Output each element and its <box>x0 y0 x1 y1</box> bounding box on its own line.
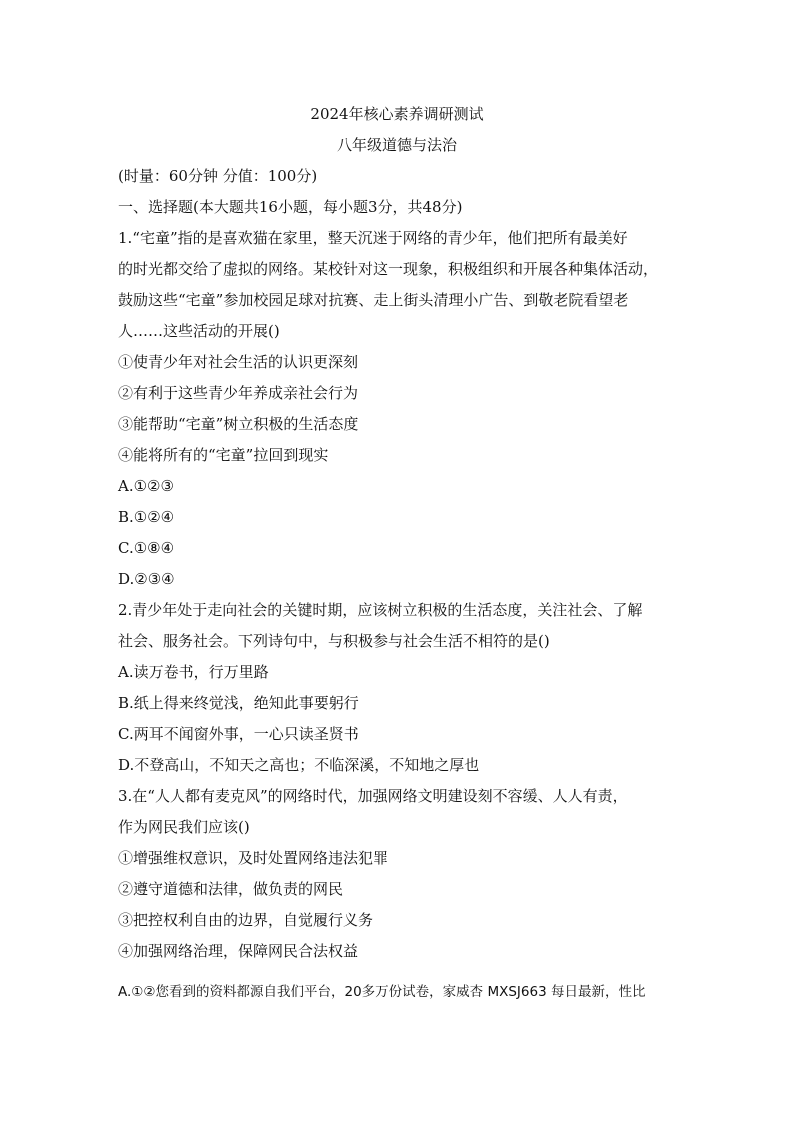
q3-statement-1: ①增强维权意识，及时处置网络违法犯罪 <box>118 849 389 867</box>
q2-option-c: C.两耳不闻窗外事，一心只读圣贤书 <box>118 725 359 743</box>
q1-statement-3: ③能帮助“宅童”树立积极的生活态度 <box>118 415 359 433</box>
section-title: 一、选择题(本大题共16小题，每小题3分，共48分) <box>118 198 463 216</box>
q3-statement-3: ③把控权利自由的边界，自觉履行义务 <box>118 911 374 929</box>
q1-option-c: C.①⑧④ <box>118 539 175 557</box>
q3-stem-line-2: 作为网民我们应该() <box>118 818 250 836</box>
exam-info: (时量：60分钟 分值：100分) <box>118 167 318 185</box>
q2-option-d: D.不登高山，不知天之高也；不临深溪，不知地之厚也 <box>118 756 480 774</box>
q1-statement-4: ④能将所有的“宅童”拉回到现实 <box>118 446 329 464</box>
q1-stem-line-2: 的时光都交给了虚拟的网络。某校针对这一现象，积极组织和开展各种集体活动， <box>118 260 659 278</box>
q1-option-b: B.①②④ <box>118 508 175 526</box>
q2-option-b: B.纸上得来终觉浅，绝知此事要躬行 <box>118 694 359 712</box>
q3-stem-line-1: 3.在“人人都有麦克风”的网络时代，加强网络文明建设刻不容缓、人人有责， <box>118 787 628 805</box>
q1-option-a: A.①②③ <box>118 477 174 495</box>
q3-statement-4: ④加强网络治理，保障网民合法权益 <box>118 942 359 960</box>
q1-option-d: D.②③④ <box>118 570 175 588</box>
q1-stem-line-1: 1.“宅童”指的是喜欢猫在家里，整天沉迷于网络的青少年，他们把所有最美好 <box>118 229 628 247</box>
q1-statement-2: ②有利于这些青少年养成亲社会行为 <box>118 384 359 402</box>
q1-stem-line-4: 人……这些活动的开展() <box>118 322 280 340</box>
page-title: 2024年核心素养调研测试 <box>310 105 484 123</box>
q1-stem-line-3: 鼓励这些“宅童”参加校园足球对抗赛、走上街头清理小广告、到敬老院看望老 <box>118 291 629 309</box>
q3-statement-2: ②遵守道德和法律，做负责的网民 <box>118 880 344 898</box>
footer-line: A.①②您看到的资料都源自我们平台，20多万份试卷，家威杏 MXSJ663 每日最新，性比 <box>118 984 646 1000</box>
page-subtitle: 八年级道德与法治 <box>336 136 457 154</box>
q2-option-a: A.读万卷书，行万里路 <box>118 663 269 681</box>
q2-stem-line-2: 社会、服务社会。下列诗句中，与积极参与社会生活不相符的是() <box>118 632 550 650</box>
q2-stem-line-1: 2.青少年处于走向社会的关键时期，应该树立积极的生活态度，关注社会、了解 <box>118 601 643 619</box>
q1-statement-1: ①使青少年对社会生活的认识更深刻 <box>118 353 359 371</box>
